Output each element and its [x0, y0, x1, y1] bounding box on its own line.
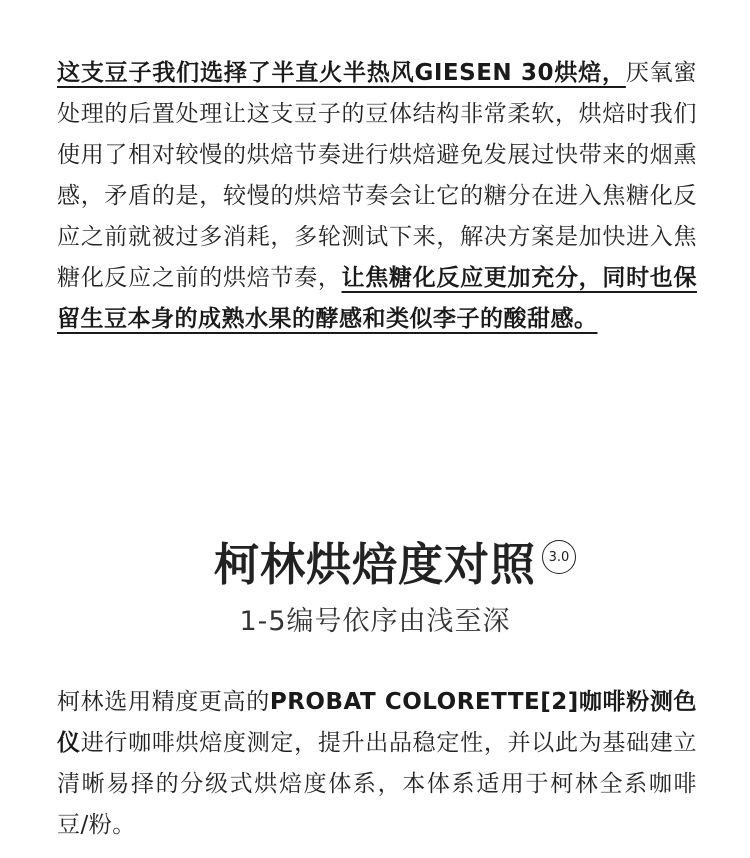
intro-body-text: 厌氧蜜处理的后置处理让这支豆子的豆体结构非常柔软，烘焙时我们使用了相对较慢的烘焙节奏进行烘焙避免发展过快带来的烟熏感，矛盾的是，较慢的烘焙节奏会让它的糖分在进入焦糖化反应之前就被过多消耗，多轮测试下来，解决方案是加快进入焦糖化反应之前的烘焙节奏，	[57, 60, 698, 291]
section-title-text: 柯林烘焙度对照	[213, 538, 536, 591]
description-device-name: PROBAT COLORETTE[2]咖啡粉测色仪	[57, 689, 698, 756]
description-suffix: 进行咖啡烘焙度测定，提升出品稳定性，并以此为基础建立清晰易择的分级式烘焙度体系，本体系适用于柯林全系咖啡豆/粉。	[57, 730, 698, 838]
description-prefix: 柯林选用精度更高的	[57, 689, 270, 715]
intro-bold-tail: 让焦糖化反应更加充分，同时也保留生豆本身的成熟水果的酵感和类似李子的酸甜感。	[57, 265, 698, 332]
section-title	[213, 530, 570, 600]
description-paragraph	[57, 682, 697, 846]
section-header	[0, 530, 750, 642]
intro-paragraph	[57, 53, 697, 340]
section-subtitle: 1-5编号依序由浅至深	[239, 606, 511, 637]
intro-bold-lead: 这支豆子我们选择了半直火半热风GIESEN 30烘焙，	[57, 60, 626, 86]
version-badge: 3.0	[542, 540, 576, 574]
